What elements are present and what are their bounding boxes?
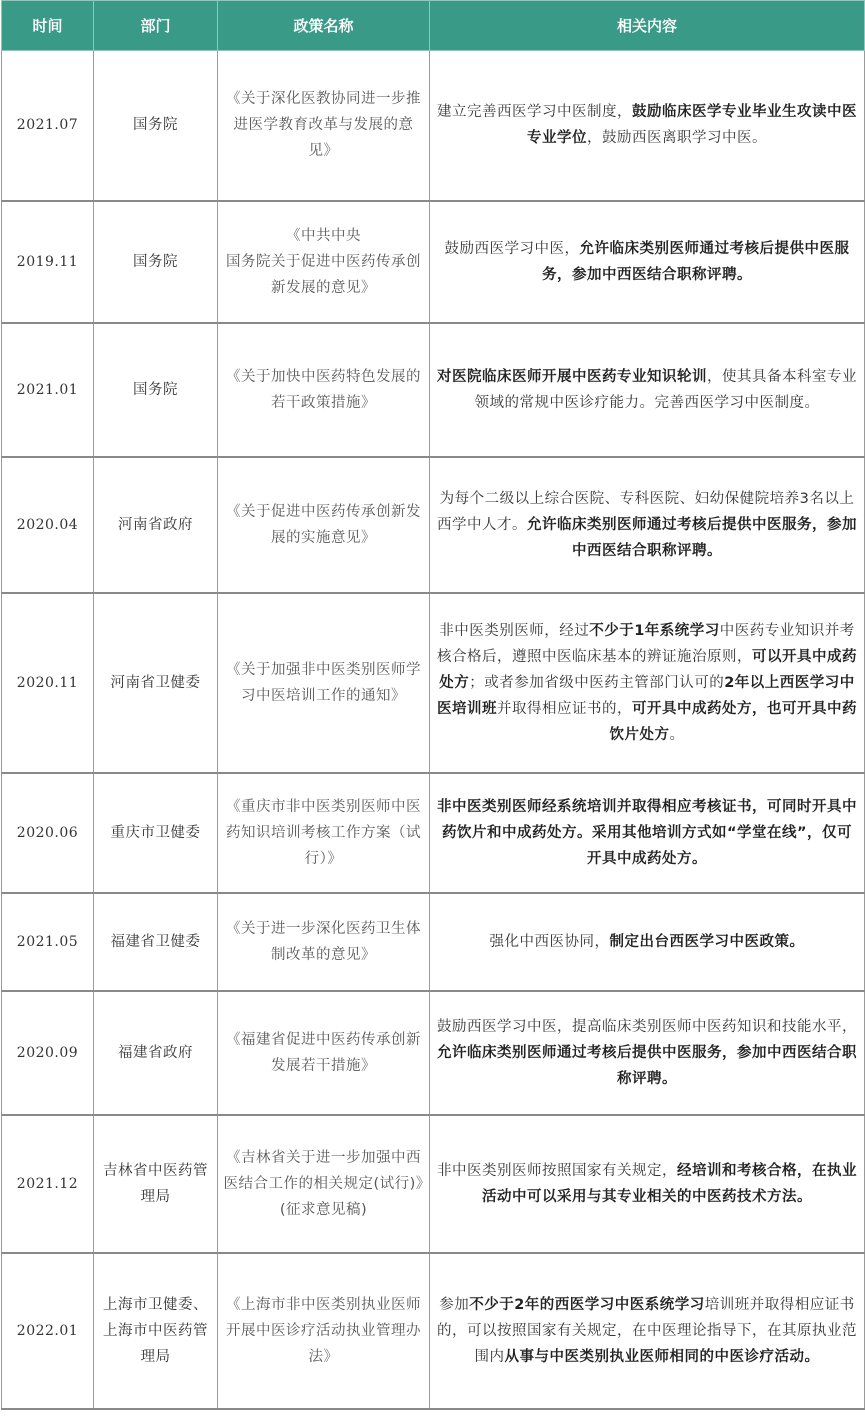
cell-dept: 福建省政府 [94,991,218,1115]
cell-time: 2020.09 [2,991,94,1115]
table-row [2,51,865,201]
cell-policy-name: 《重庆市非中医类别医师中医药知识培训考核工作方案（试行）》 [218,773,430,893]
content-text: 鼓励西医学习中医，提高临床类别医师中医药知识和技能水平， [437,1018,857,1035]
content-text: 参加 [439,1296,470,1313]
cell-content [430,1115,865,1253]
cell-content [430,773,865,893]
content-bold-text: 鼓励临床医学专业毕业生攻读中医专业学位 [527,104,857,147]
content-bold-text: 2年以上西医学习中医培训班 [437,674,855,717]
cell-dept: 福建省卫健委 [94,893,218,991]
table-row [2,1115,865,1253]
cell-content [430,457,865,593]
policy-table [1,0,865,1410]
content-text: 鼓励西医学习中医， [444,240,580,257]
cell-content [430,593,865,773]
cell-content [430,893,865,991]
header-time: 时间 [2,1,94,51]
cell-time: 2020.04 [2,457,94,593]
table-row [2,593,865,773]
content-bold-text: 可以开具中成药处方 [439,648,857,691]
content-text: 建立完善西医学习中医制度， [437,104,632,121]
table-body [2,51,865,1409]
cell-policy-name: 《关于加快中医药特色发展的若干政策措施》 [218,323,430,457]
cell-dept: 河南省卫健委 [94,593,218,773]
cell-time: 2020.06 [2,773,94,893]
content-bold-text: 允许临床类别医师通过考核后提供中医服务，参加中西医结合职称评聘。 [542,240,850,283]
cell-policy-name: 《上海市非中医类别执业医师开展中医诊疗活动执业管理办法》 [218,1253,430,1409]
table-row [2,457,865,593]
content-bold-text: 可开具中成药处方，也可开具中药饮片处方 [609,700,857,743]
cell-time: 2021.05 [2,893,94,991]
cell-time: 2019.11 [2,201,94,323]
content-text: 并取得相应证书的， [497,700,632,717]
table-row [2,201,865,323]
content-text: 非中医类别医师按照国家有关规定， [437,1162,677,1179]
cell-content [430,1253,865,1409]
content-text: 培训班并取得相应证书的，可以按照国家有关规定，在中医理论指导下，在其原执业范围内 [437,1296,857,1365]
table-row [2,773,865,893]
cell-dept: 河南省政府 [94,457,218,593]
cell-dept: 上海市卫健委、上海市中医药管理局 [94,1253,218,1409]
content-bold-text: 不少于2年的西医学习中医系统学习 [469,1296,705,1313]
content-bold-text: 允许临床类别医师通过考核后提供中医服务，参加中西医结合职称评聘。 [527,516,857,559]
table-row [2,991,865,1115]
cell-dept: 国务院 [94,51,218,201]
content-bold-text: 允许临床类别医师通过考核后提供中医服务，参加中西医结合职称评聘。 [437,1044,857,1087]
content-text: 为每个二级以上综合医院、专科医院、妇幼保健院培养3名以上西学中人才。 [437,490,855,533]
cell-dept: 国务院 [94,201,218,323]
content-bold-text: 制定出台西医学习中医政策。 [609,933,805,950]
cell-content [430,323,865,457]
content-text: ，使其具备本科室专业领域的常规中医诊疗能力。完善西医学习中医制度。 [474,368,857,411]
cell-time: 2021.12 [2,1115,94,1253]
cell-content [430,991,865,1115]
cell-content [430,51,865,201]
table-row [2,323,865,457]
cell-policy-name: 《关于加强非中医类别医师学习中医培训工作的通知》 [218,593,430,773]
cell-dept: 重庆市卫健委 [94,773,218,893]
header-name: 政策名称 [218,1,430,51]
cell-time: 2022.01 [2,1253,94,1409]
cell-policy-name: 《关于深化医教协同进一步推进医学教育改革与发展的意见》 [218,51,430,201]
cell-dept: 国务院 [94,323,218,457]
content-text: 强化中西医协同， [489,933,610,950]
content-text: ；或者参加省级中医药主管部门认可的 [469,674,725,691]
cell-policy-name: 《中共中央 国务院关于促进中医药传承创新发展的意见》 [218,201,430,323]
cell-dept: 吉林省中医药管理局 [94,1115,218,1253]
cell-policy-name: 《福建省促进中医药传承创新发展若干措施》 [218,991,430,1115]
header-dept: 部门 [94,1,218,51]
content-bold-text: 从事与中医类别执业医师相同的中医诊疗活动。 [504,1348,820,1365]
cell-policy-name: 《吉林省关于进一步加强中西医结合工作的相关规定(试行)》(征求意见稿) [218,1115,430,1253]
content-bold-text: 非中医类别医师经系统培训并取得相应考核证书，可同时开具中药饮片和中成药处方。采用其他培训方式如“学堂在线”，仅可开具中成药处方。 [437,798,857,867]
cell-policy-name: 《关于进一步深化医药卫生体制改革的意见》 [218,893,430,991]
cell-time: 2021.07 [2,51,94,201]
content-bold-text: 不少于1年系统学习 [589,622,720,639]
content-bold-text: 经培训和考核合格，在执业活动中可以采用与其专业相关的中医药技术方法。 [482,1162,857,1205]
table-row [2,893,865,991]
cell-time: 2020.11 [2,593,94,773]
cell-content [430,201,865,323]
content-text: ，鼓励西医离职学习中医。 [587,130,767,147]
content-text: 。 [669,726,685,743]
content-text: 非中医类别医师，经过 [439,622,590,639]
content-text: 中医药专业知识并考核合格后，遵照中医临床基本的辨证施治原则， [437,622,855,665]
header-content: 相关内容 [430,1,865,51]
cell-time: 2021.01 [2,323,94,457]
header-row [2,1,865,51]
table-row [2,1253,865,1409]
content-bold-text: 对医院临床医师开展中医药专业知识轮训 [437,368,707,385]
cell-policy-name: 《关于促进中医药传承创新发展的实施意见》 [218,457,430,593]
